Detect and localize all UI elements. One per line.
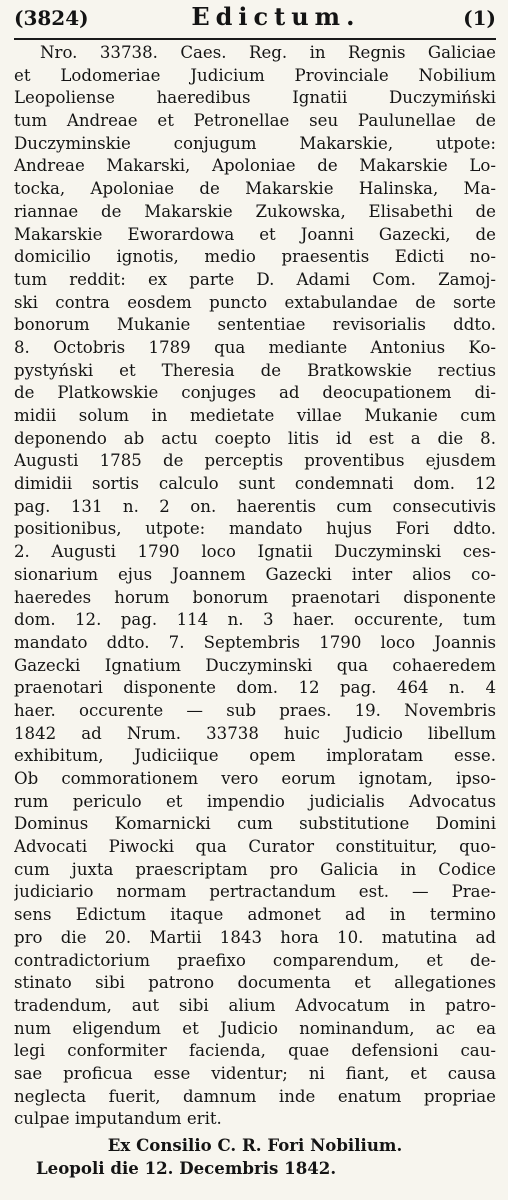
body-line: rum periculo et impendio judicialis Advocatus [14, 791, 496, 811]
body-line: exhibitum, Judiciique opem imploratam esse. [14, 746, 496, 766]
body-line: Makarskie Eworardowa et Joanni Gazecki, de [14, 224, 496, 244]
body-line: haeredes horum bonorum praenotari disponente [14, 587, 496, 607]
body-line: Advocati Piwocki qua Curator constituitur, quo- [14, 837, 496, 857]
body-line: neglecta fuerit, damnum inde enatum propriae [14, 1086, 496, 1106]
body-line: Augusti 1785 de perceptis proventibus ejusdem [14, 451, 496, 471]
header-rule [14, 38, 496, 40]
body-line: num eligendum et Judicio nominandum, ac ea [14, 1018, 496, 1038]
body-line: sionarium ejus Joannem Gazecki inter alios co- [14, 564, 496, 584]
body-line: Dominus Komarnicki cum substitutione Domini [14, 814, 496, 834]
edict-header [14, 2, 496, 38]
body-line: sae proficua esse videntur; ni fiant, et causa [14, 1063, 496, 1083]
body-line: domicilio ignotis, medio praesentis Edicti no- [14, 247, 496, 267]
body-line: Ob commorationem vero eorum ignotam, ipso- [14, 769, 496, 788]
body-line: Leopoliense haeredibus Ignatii Duczymiński [14, 88, 496, 108]
footer-council: Ex Consilio C. R. Fori Nobilium. [107, 1135, 403, 1155]
body-line: ski contra eosdem puncto extabulandae de sorte [14, 292, 496, 312]
body-line: dom. 12. pag. 114 n. 3 haer. occurente, tum [14, 610, 496, 630]
body-line: 2. Augusti 1790 loco Ignatii Duczyminski ces- [14, 542, 496, 562]
body-line: tum reddit: ex parte D. Adami Com. Zamoj- [14, 269, 496, 289]
body-line: stinato sibi patrono documenta et allegationes [14, 973, 496, 993]
body-line: tradendum, aut sibi alium Advocatum in patro- [14, 995, 496, 1015]
body-line: praenotari disponente dom. 12 pag. 464 n. 4 [14, 678, 496, 698]
edict-count: (1) [463, 6, 496, 30]
body-line: deponendo ab actu coepto litis id est a die 8. [14, 428, 496, 448]
body-line: Nro. 33738. Caes. Reg. in Regnis Galiciae [40, 43, 496, 62]
edict-footer [14, 1134, 496, 1179]
body-line: mandato ddto. 7. Septembris 1790 loco Joannis [14, 632, 496, 652]
body-line: pag. 131 n. 2 on. haerentis cum consecutivis [14, 496, 496, 516]
body-line: et Lodomeriae Judicium Provinciale Nobilium [14, 65, 496, 85]
footer-place-date: Leopoli die 12. Decembris 1842. [36, 1157, 337, 1178]
body-line: 8. Octobris 1789 qua mediante Antonius Ko- [14, 337, 496, 357]
edict-body [14, 42, 496, 1131]
body-line: Andreae Makarski, Apoloniae de Makarskie Lo- [14, 156, 496, 176]
body-line: culpae imputandum erit. [14, 1109, 222, 1129]
edict-title: Edictum. [191, 2, 361, 31]
body-line: positionibus, utpote: mandato hujus Fori ddto. [14, 519, 496, 539]
body-line: dimidii sortis calculo sunt condemnati dom. 12 [14, 474, 496, 494]
body-line: 1842 ad Nrum. 33738 huic Judicio libellum [14, 723, 496, 743]
edict-number: (3824) [14, 6, 89, 30]
body-line: midii solum in medietate villae Mukanie cum [14, 406, 496, 425]
body-line: cum juxta praescriptam pro Galicia in Codice [14, 859, 496, 879]
body-line: tocka, Apoloniae de Makarskie Halinska, Ma- [14, 179, 496, 199]
body-line: pystyński et Theresia de Bratkowskie rectius [14, 360, 496, 380]
body-line: sens Edictum itaque admonet ad in termino [14, 905, 496, 925]
body-line: Duczyminskie conjugum Makarskie, utpote: [14, 133, 496, 153]
body-line: haer. occurente — sub praes. 19. Novembris [14, 700, 496, 720]
body-line: legi conformiter facienda, quae defensioni cau- [14, 1041, 496, 1061]
body-line: riannae de Makarskie Zukowska, Elisabethi de [14, 201, 496, 221]
body-line: de Platkowskie conjuges ad deocupationem di- [14, 383, 496, 403]
body-line: pro die 20. Martii 1843 hora 10. matutina ad [14, 927, 496, 947]
body-line: judiciario normam pertractandum est. — Prae- [14, 882, 496, 902]
body-line: bonorum Mukanie sententiae revisorialis ddto. [14, 315, 496, 335]
body-line: Gazecki Ignatium Duczyminski qua cohaeredem [14, 655, 496, 675]
body-line: tum Andreae et Petronellae seu Paulunellae de [14, 111, 496, 131]
body-line: contradictorium praefixo comparendum, et de- [14, 950, 496, 970]
